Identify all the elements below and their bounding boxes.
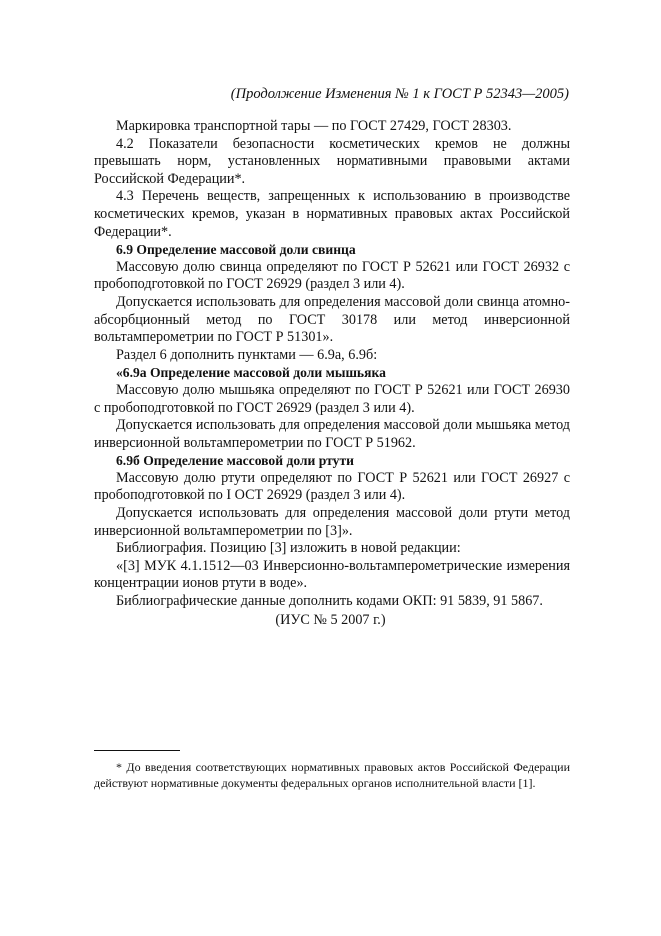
- paragraph: Массовую долю ртути определяют по ГОСТ Р 52621 или ГОСТ 26927 с пробоподготовкой по I ОСТ 26929 (раздел 3 или 4).: [94, 469, 570, 504]
- footnote-rule: [94, 750, 180, 751]
- paragraph: Раздел 6 дополнить пунктами — 6.9а, 6.9б:: [116, 346, 378, 363]
- paragraph: Допускается использовать для определения массовой доли свинца атомно-абсорбционный метод по ГОСТ 30178 или метод инверсионной вольтамперометрии по ГОСТ Р 51301».: [94, 293, 570, 346]
- paragraph: Библиографические данные дополнить кодами ОКП: 91 5839, 91 5867.: [116, 593, 543, 610]
- footnote-text: * До введения соответствующих нормативных правовых актов Российской Федерации действуют нормативные документы федеральных органов исполнительной власти [1].: [94, 760, 570, 790]
- paragraph: Допускается использовать для определения массовой доли мышьяка метод инверсионной вольтамперометрии по ГОСТ Р 51962.: [94, 417, 570, 451]
- paragraph: Массовую долю свинца определяют по ГОСТ Р 52621 или ГОСТ 26932 с пробоподготовкой по ГОСТ 26929 (раздел 3 или 4).: [94, 258, 570, 293]
- paragraph: Массовую долю мышьяка определяют по ГОСТ Р 52621 или ГОСТ 26930 с пробоподготовкой по ГОСТ 26929 (раздел 3 или 4).: [94, 381, 570, 416]
- paragraph: Маркировка транспортной тары — по ГОСТ 27429, ГОСТ 28303.: [116, 118, 512, 134]
- paragraph: Допускается использовать для определения массовой доли ртути метод инверсионной вольтамперометрии по [3]».: [94, 505, 570, 539]
- section-heading: 6.9б Определение массовой доли ртути: [116, 453, 354, 469]
- footnote: [94, 760, 570, 791]
- section-heading: «6.9а Определение массовой доли мышьяка: [116, 365, 386, 381]
- paragraph: 4.2 Показатели безопасности косметических кремов не должны превышать норм, установленных нормативными правовыми актами Российской Федерации*.: [94, 135, 570, 187]
- document-body: [94, 118, 570, 611]
- paragraph: Библиография. Позицию [3] изложить в новой редакции:: [116, 540, 461, 557]
- paragraph: «[3] МУК 4.1.1512—03 Инверсионно-вольтамперометрические измерения концентрации ионов ртути в воде».: [94, 557, 570, 592]
- section-heading: 6.9 Определение массовой доли свинца: [116, 242, 356, 258]
- paragraph: 4.3 Перечень веществ, запрещенных к использованию в производстве косметических кремов, указан в нормативных правовых актах Российской Федерации*.: [94, 188, 570, 240]
- running-header: (Продолжение Изменения № 1 к ГОСТ Р 52343—2005): [230, 86, 569, 102]
- ius-reference: (ИУС № 5 2007 г.): [275, 612, 386, 628]
